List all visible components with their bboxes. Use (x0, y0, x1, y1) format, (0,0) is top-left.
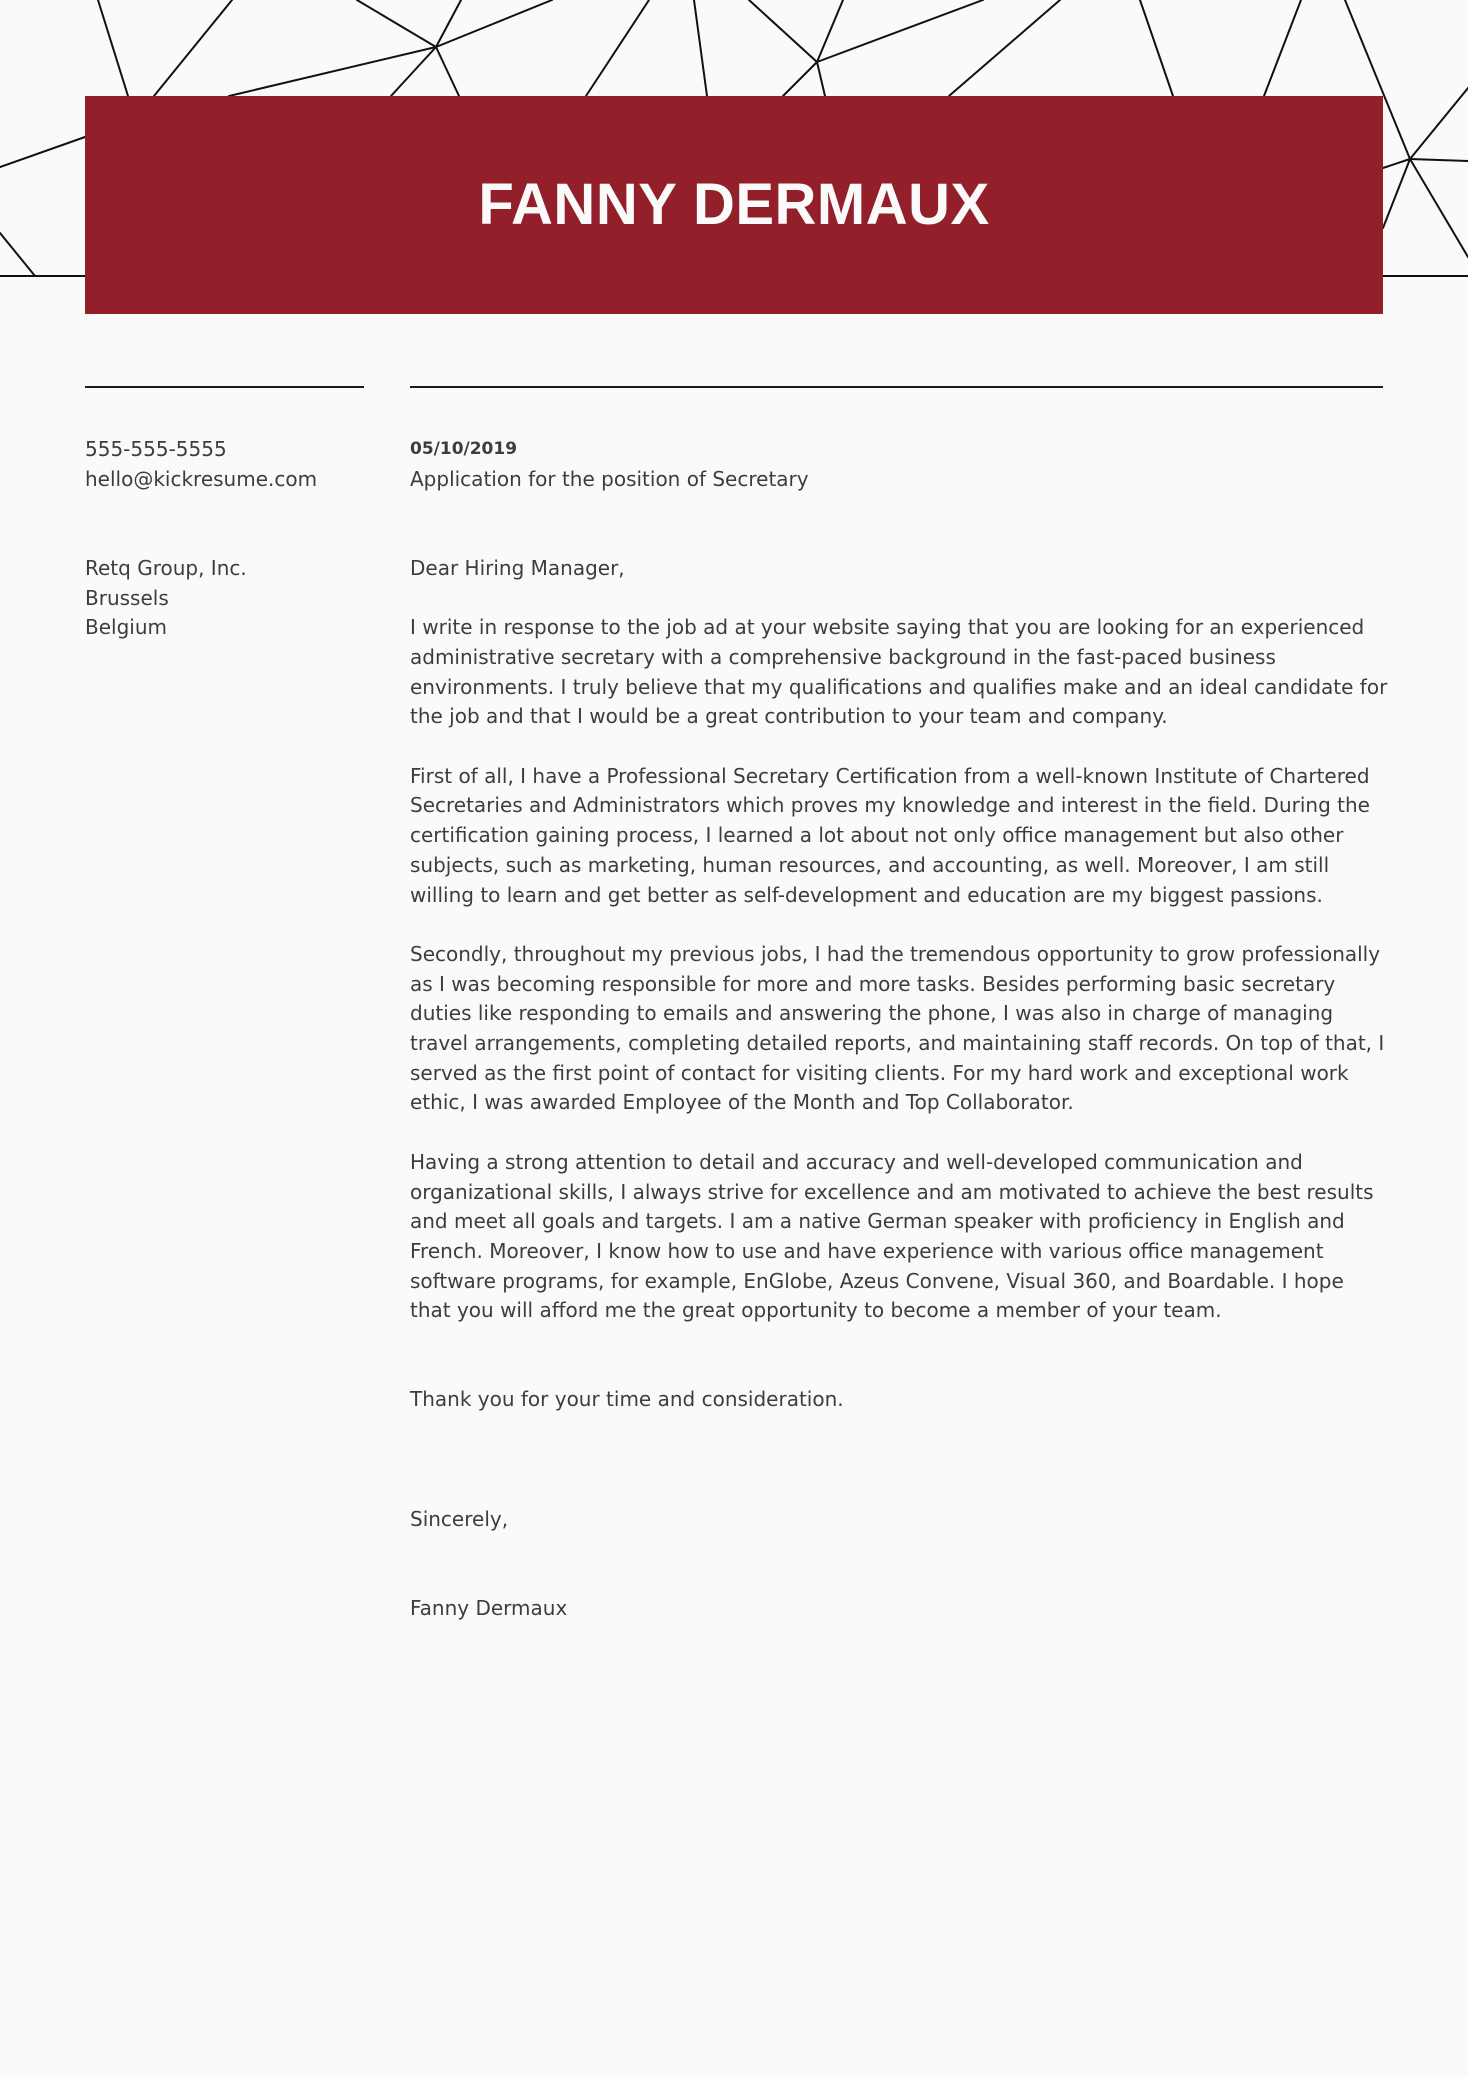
spacer (410, 494, 1390, 553)
right-divider (410, 386, 1383, 388)
paragraph-line: Secretaries and Administrators which proves my knowledge and interest in the field. During the (410, 793, 1370, 818)
paragraph-line: environments. I truly believe that my qualifications and qualifies make and an ideal candidate for (410, 674, 1388, 699)
spacer (410, 1415, 1390, 1505)
paragraph-line: served as the first point of contact for visiting clients. For my hard work and exceptional work (410, 1060, 1349, 1085)
paragraph-line: duties like responding to emails and answering the phone, I was also in charge of managing (410, 1001, 1334, 1026)
sidebar-contact (85, 435, 385, 643)
salutation: Dear Hiring Manager, (410, 555, 625, 580)
paragraph-1 (410, 613, 1390, 732)
paragraph-line: travel arrangements, completing detailed reports, and maintaining staff records. On top of that, I (410, 1031, 1385, 1055)
left-divider (85, 386, 364, 388)
paragraph-line: French. Moreover, I know how to use and have experience with various office management (410, 1238, 1324, 1263)
header-band (85, 96, 1383, 314)
letter-date: 05/10/2019 (410, 439, 518, 459)
paragraph-line: the job and that I would be a great contribution to your team and company. (410, 704, 1168, 729)
paragraph-line: certification gaining process, I learned a lot about not only office management but also other (410, 823, 1344, 848)
spacer (410, 584, 1390, 614)
paragraph-2 (410, 762, 1390, 911)
closing-thanks: Thank you for your time and consideration. (410, 1387, 844, 1412)
paragraph-line: as I was becoming responsible for more and more tasks. Besides performing basic secretary (410, 971, 1336, 996)
spacer (410, 910, 1390, 940)
paragraph-line: administrative secretary with a comprehensive background in the fast-paced business (410, 644, 1276, 669)
applicant-name: FANNY DERMAUX (478, 172, 990, 237)
paragraph-line: willing to learn and get better as self-development and education are my biggest passions. (410, 882, 1323, 907)
paragraph-line: First of all, I have a Professional Secretary Certification from a well-known Institute of Chartered (410, 763, 1370, 788)
signature-name: Fanny Dermaux (410, 1596, 568, 1621)
paragraph-line: software programs, for example, EnGlobe, Azeus Convene, Visual 360, and Boardable. I hope (410, 1268, 1344, 1293)
paragraph-line: Secondly, throughout my previous jobs, I had the tremendous opportunity to grow professionally (410, 941, 1381, 966)
spacer (410, 1118, 1390, 1148)
sign-off: Sincerely, (410, 1506, 509, 1531)
sender-phone: 555-555-5555 (85, 437, 227, 461)
spacer (410, 732, 1390, 762)
paragraph-3 (410, 940, 1390, 1118)
sender-email: hello@kickresume.com (85, 466, 318, 491)
spacer (410, 1326, 1390, 1385)
letter-subject: Application for the position of Secretary (410, 466, 809, 491)
paragraph-line: Having a strong attention to detail and accuracy and well-developed communication and (410, 1149, 1303, 1174)
paragraph-line: organizational skills, I always strive for excellence and am motivated to achieve the best results (410, 1179, 1374, 1204)
letter-body (410, 435, 1390, 1624)
paragraph-line: that you will afford me the great opportunity to become a member of your team. (410, 1298, 1222, 1323)
paragraph-line: I write in response to the job ad at your website saying that you are looking for an experienced (410, 615, 1365, 640)
recipient-company: Retq Group, Inc. (85, 555, 247, 580)
recipient-city: Brussels (85, 585, 169, 610)
paragraph-line: and meet all goals and targets. I am a native German speaker with proficiency in English and (410, 1209, 1345, 1234)
paragraph-line: subjects, such as marketing, human resources, and accounting, as well. Moreover, I am still (410, 852, 1330, 877)
spacer (410, 1534, 1390, 1594)
recipient-country: Belgium (85, 615, 167, 640)
paragraph-4 (410, 1148, 1390, 1326)
paragraph-line: ethic, I was awarded Employee of the Month and Top Collaborator. (410, 1090, 1074, 1115)
spacer (85, 494, 385, 553)
